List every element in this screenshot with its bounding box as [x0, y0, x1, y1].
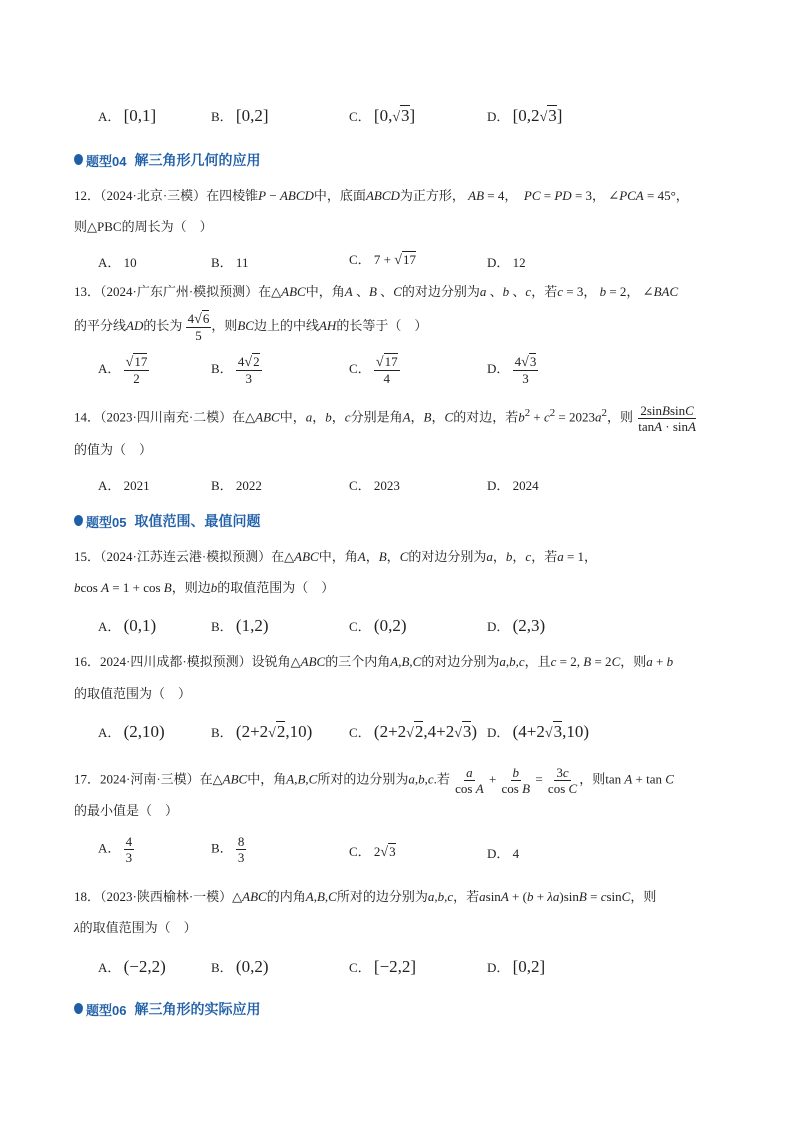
- q15-option-d: D． (2,3): [487, 616, 546, 635]
- q16-option-b: B． (2+2√2,10): [211, 722, 313, 741]
- q14-option-d: D． 2024: [487, 478, 539, 493]
- q13-option-a: A． $\frac{√17}{2}$: [98, 354, 148, 386]
- q14-option-b: B． 2022: [211, 478, 262, 493]
- q16-option-a: A． (2,10): [98, 722, 165, 741]
- section-header-05: 题型05 取值范围、最值问题: [74, 511, 260, 531]
- location-pin-icon: [74, 1003, 83, 1014]
- q11-option-d: D． [0,2√3]: [487, 106, 563, 125]
- q13-line2: 的平分线AD的长为 $\frac{4√6}{5}$ ，则BC边上的中线AH的长等于（ ）: [74, 311, 428, 343]
- q12-line2: 则△PBC的周长为（ ）: [74, 219, 213, 234]
- q17-option-b: B． $\frac{8}{3}$: [211, 834, 245, 865]
- q11-option-c: C． [0,√3]: [349, 106, 416, 125]
- q18-line2: λ的取值范围为（ ）: [74, 920, 197, 935]
- section-header-04: 题型04 解三角形几何的应用: [74, 150, 260, 170]
- q18-option-a: A． (−2,2): [98, 957, 166, 976]
- q16-option-c: C． (2+2√2,4+2√3): [349, 722, 478, 741]
- q15-option-b: B． (1,2): [211, 616, 269, 635]
- q14-option-a: A． 2021: [98, 478, 150, 493]
- q15-line1: 15．（2024·江苏连云港·模拟预测）在△ABC中，角A，B，C的对边分别为a，b，c，若a = 1，: [74, 549, 598, 564]
- q12-option-b: B． 11: [211, 255, 249, 270]
- q17-option-c: C． 2√3: [349, 844, 396, 860]
- q15-option-a: A． (0,1): [98, 616, 157, 635]
- q16-line2: 的取值范围为（ ）: [74, 686, 192, 701]
- q13-line1: 13．（2024·广东广州·模拟预测）在△ABC中，角A 、B 、C的对边分别为a 、b 、c，若c = 3， b = 2， ∠BAC: [74, 284, 679, 299]
- q12-option-c: C． 7 + √17: [349, 252, 416, 268]
- q14-line2: 的值为（ ）: [74, 442, 153, 457]
- location-pin-icon: [74, 515, 83, 526]
- q18-option-b: B． (0,2): [211, 957, 269, 976]
- section-header-06: 题型06 解三角形的实际应用: [74, 999, 260, 1019]
- q17-line1: 17．2024·河南·三模）在△ABC中，角A,B,C所对的边分别为a,b,c.若 $\frac{a}{\text{cos A}}$ + $\frac{b}{\text{cos B}}$ = $\frac{3c}{\text{cos C}}$ ，则tan A + tan C: [74, 765, 674, 796]
- q15-option-c: C． (0,2): [349, 616, 407, 635]
- q13-option-c: C． $\frac{√17}{4}$: [349, 354, 398, 386]
- q15-line2: bcos A = 1 + cos B，则边b的取值范围为（ ）: [74, 580, 335, 595]
- q18-option-d: D． [0,2]: [487, 957, 546, 976]
- q16-option-d: D． (4+2√3,10): [487, 722, 589, 741]
- q12-line1: 12．（2024·北京·三模）在四棱锥P − ABCD中，底面ABCD为正方形， AB = 4， PC = PD = 3， ∠PCA = 45°，: [74, 188, 689, 203]
- q11-option-b: B． [0,2]: [211, 106, 269, 125]
- q14-option-c: C． 2023: [349, 478, 400, 493]
- q17-option-a: A． $\frac{4}{3}$: [98, 834, 133, 865]
- q14-line1: 14．（2023·四川南充·二模）在△ABC中，a，b，c分别是角A，B，C的对边，若$b^2 + c^2 = 2023a^2$，则 $\frac{\text{2sinBsinC}}{\tan A \cdot \sin A}$: [74, 403, 696, 434]
- q18-line1: 18．（2023·陕西榆林·一模）△ABC的内角A,B,C所对的边分别为a,b,c，若asinA + (b + λa)sinB = csinC，则: [74, 889, 657, 904]
- q13-option-b: B． $\frac{4√2}{3}$: [211, 354, 260, 386]
- q13-option-d: D． $\frac{4√3}{3}$: [487, 354, 537, 386]
- q17-line2: 的最小值是（ ）: [74, 803, 179, 818]
- q11-option-a: A． [0,1]: [98, 106, 157, 125]
- q12-option-d: D． 12: [487, 255, 526, 270]
- q18-option-c: C． [−2,2]: [349, 957, 417, 976]
- location-pin-icon: [74, 154, 83, 165]
- q16-line1: 16．2024·四川成都·模拟预测）设锐角△ABC的三个内角A,B,C的对边分别为a,b,c，且c = 2, B = 2C，则a + b: [74, 654, 674, 669]
- q17-option-d: D． 4: [487, 846, 520, 861]
- q12-option-a: A． 10: [98, 255, 137, 270]
